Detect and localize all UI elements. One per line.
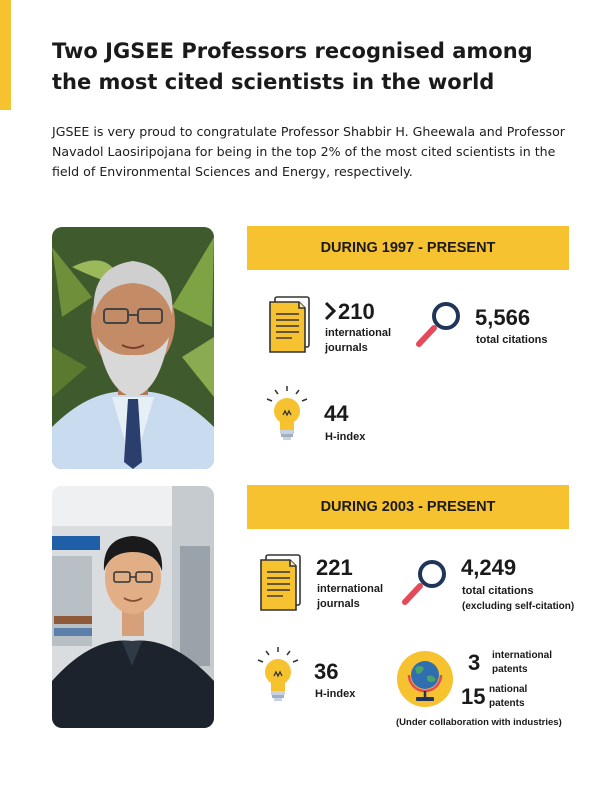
journals-label-1: international journals	[325, 327, 392, 354]
journals-stat-1	[324, 300, 375, 326]
professor-photo-laosiripojana	[52, 486, 214, 728]
hindex-label-1: H-index	[325, 431, 366, 443]
intro-paragraph: JGSEE is very proud to congratulate Professor Shabbir H. Gheewala and Professor Navadol Laosiripojana for being in the top 2% of the most cited scientists in the field of Environmental Sciences and Energy, respectively.	[52, 124, 565, 179]
intl-patents-value: 3	[468, 650, 481, 675]
period-band-2: DURING 2003 - PRESENT	[247, 485, 569, 529]
document-icon	[267, 296, 311, 354]
natl-patents-value: 15	[461, 684, 486, 709]
hindex-value-1: 44	[324, 401, 349, 426]
greater-than-icon	[324, 301, 336, 326]
professor-photo-gheewala	[52, 227, 214, 469]
lightbulb-icon	[256, 646, 300, 704]
hindex-value-2: 36	[314, 659, 339, 684]
magnifier-icon	[414, 300, 466, 350]
document-icon	[258, 554, 302, 612]
intl-patents-label: international patents	[492, 650, 553, 675]
page-title: Two JGSEE Professors recognised among the most cited scientists in the world	[52, 39, 533, 94]
journals-value-1: 210	[338, 299, 375, 324]
patents-note: (Under collaboration with industries)	[396, 717, 562, 728]
journals-label-2: international journals	[317, 583, 384, 610]
period-band-1: DURING 1997 - PRESENT	[247, 226, 569, 270]
citations-value-2: 4,249	[461, 555, 517, 580]
citations-label-2: total citations	[462, 585, 534, 597]
hindex-label-2: H-index	[315, 688, 356, 700]
journals-value-2: 221	[316, 555, 353, 580]
globe-icon	[396, 650, 454, 708]
accent-strip	[0, 0, 11, 110]
citations-note-2: (excluding self-citation)	[462, 601, 575, 612]
magnifier-icon	[400, 558, 452, 608]
citations-label-1: total citations	[476, 334, 548, 346]
citations-value-1: 5,566	[475, 305, 531, 330]
natl-patents-label: national patents	[489, 684, 528, 709]
lightbulb-icon	[265, 385, 309, 443]
